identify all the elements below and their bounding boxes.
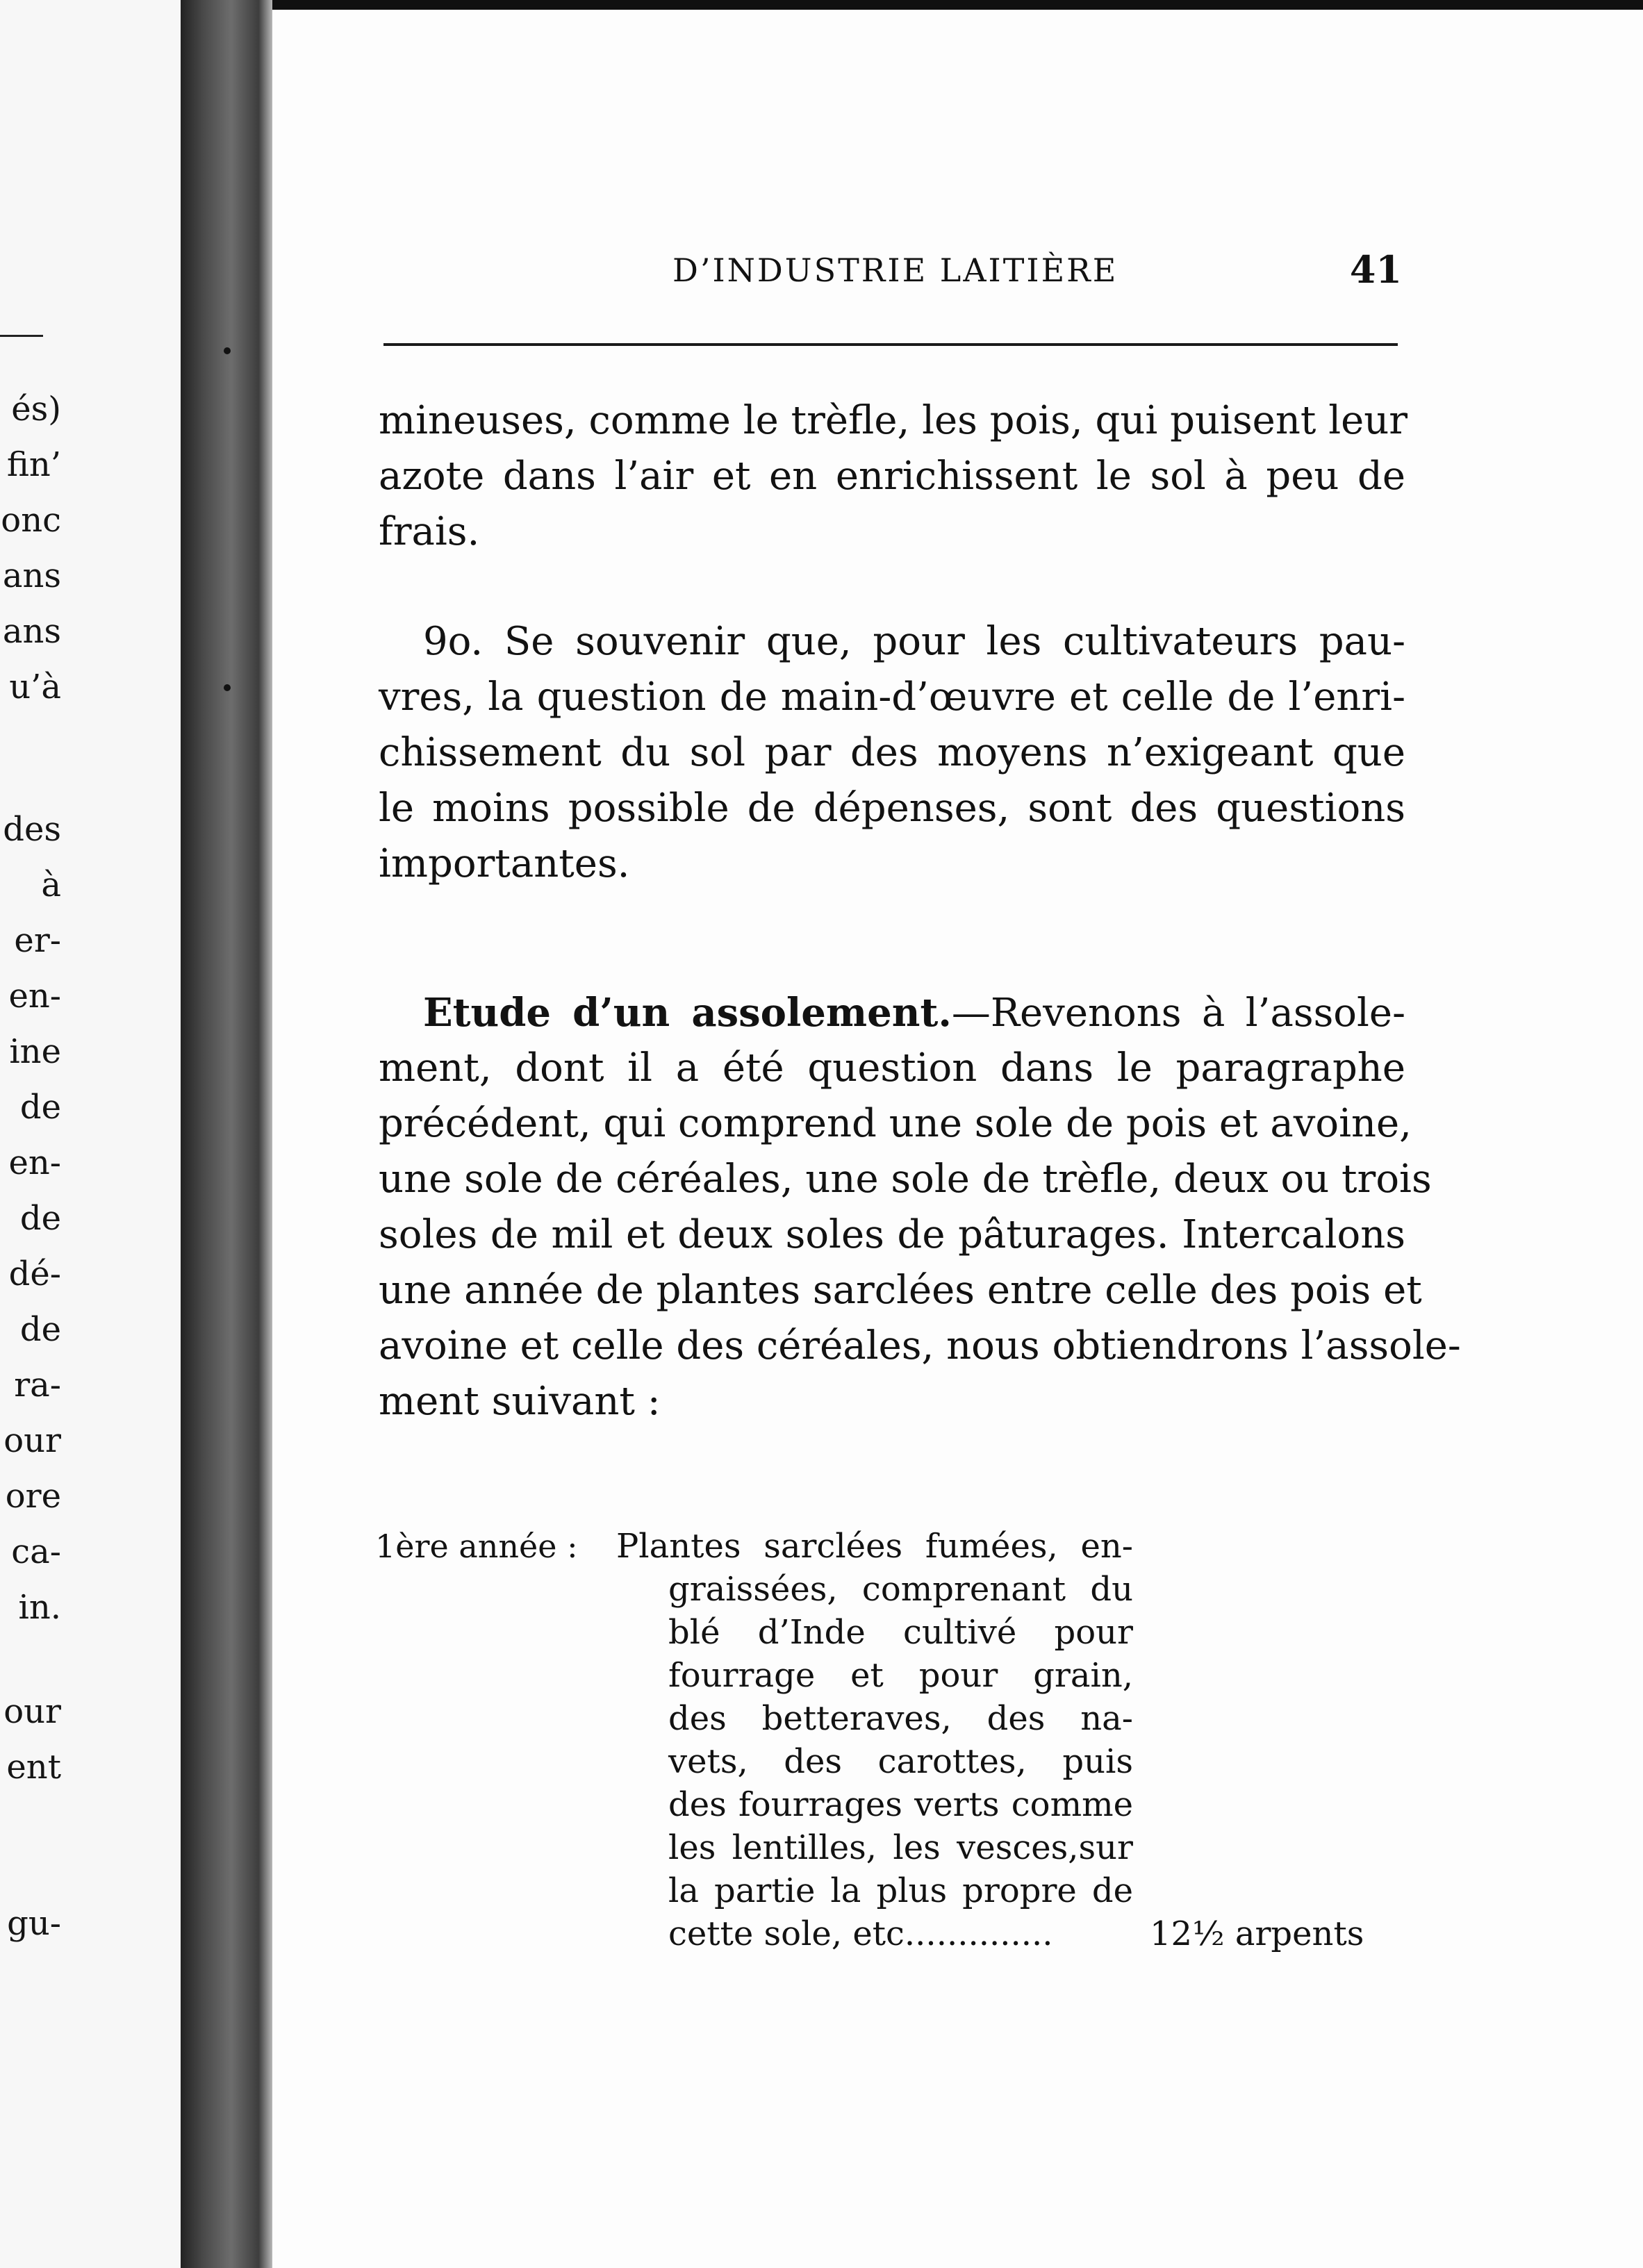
rotation-line: les lentilles, les vesces,sur <box>668 1828 1133 1867</box>
paragraph-line: précédent, qui comprend une sole de pois et avoine, <box>379 1101 1412 1146</box>
rotation-line: des betteraves, des na- <box>668 1699 1133 1738</box>
left-page-fragment: er- <box>14 921 61 960</box>
paragraph-line: une sole de céréales, une sole de trèfle, deux ou trois <box>379 1157 1432 1202</box>
left-page-fragment: ca- <box>11 1532 61 1571</box>
section-title: Etude d’un assolement. <box>423 990 952 1036</box>
paragraph-line: avoine et celle des céréales, nous obtiendrons l’assole- <box>379 1323 1461 1368</box>
paragraph-line: le moins possible de dépenses, sont des questions <box>379 786 1405 831</box>
paragraph-2 <box>379 614 1405 892</box>
left-page-fragment: ans <box>2 556 61 595</box>
paragraph-3 <box>379 985 1461 1430</box>
rotation-line: vets, des carottes, puis <box>668 1742 1133 1781</box>
left-page-fragment: our <box>3 1692 61 1731</box>
paragraph-line: vres, la question de main-d’œuvre et celle de l’enri- <box>379 674 1405 720</box>
left-page-fragment: à <box>41 866 61 904</box>
rotation-line: Plantes sarclées fumées, en- <box>616 1527 1133 1566</box>
left-page-fragment: és) <box>11 390 61 429</box>
rotation-amount: 12½ arpents <box>1150 1914 1364 1953</box>
rotation-year-label: 1ère année : <box>375 1528 578 1565</box>
book-spine <box>181 0 272 2268</box>
paragraph-first-line <box>379 985 1405 1041</box>
left-page-fragment: ent <box>6 1748 61 1787</box>
left-page-fragment: ans <box>2 612 61 651</box>
rotation-line: la partie la plus propre de <box>668 1871 1133 1910</box>
page-header <box>672 247 1402 292</box>
paragraph-line: soles de mil et deux soles de pâturages. Intercalons <box>379 1212 1405 1257</box>
left-page-fragment: our <box>3 1421 61 1460</box>
paragraph-line: chissement du sol par des moyens n’exigeant que <box>379 730 1405 775</box>
paragraph-line: azote dans l’air et en enrichissent le sol à peu de <box>379 454 1405 499</box>
header-rule <box>383 343 1398 346</box>
left-page-fragment: ore <box>5 1477 61 1516</box>
spine-mark <box>224 684 231 691</box>
paragraph-line: une année de plantes sarclées entre celle des pois et <box>379 1268 1422 1313</box>
left-page-fragment: fin’ <box>6 445 61 484</box>
paragraph-line: importantes. <box>379 841 630 886</box>
left-page-fragment: ra- <box>14 1366 61 1405</box>
paragraph-line: frais. <box>379 509 480 554</box>
spine-mark <box>224 347 231 354</box>
running-title: D’INDUSTRIE LAITIÈRE <box>672 251 1118 289</box>
rotation-line: blé d’Inde cultivé pour <box>668 1613 1133 1652</box>
paragraph-line: ment, dont il a été question dans le paragraphe <box>379 1045 1405 1091</box>
left-page-fragment: onc <box>1 501 61 540</box>
left-page-fragment: de <box>19 1310 61 1349</box>
rotation-line: des fourrages verts comme <box>668 1785 1133 1824</box>
left-page-fragment: dé- <box>8 1255 61 1293</box>
left-page-fragment: des <box>3 810 61 849</box>
paragraph-line: ment suivant : <box>379 1379 661 1424</box>
left-page-fragment: in. <box>18 1588 61 1627</box>
rotation-line: fourrage et pour grain, <box>668 1656 1133 1695</box>
page-number: 41 <box>1349 247 1402 292</box>
paragraph-1 <box>379 393 1408 560</box>
rotation-description <box>616 1525 1133 1955</box>
rotation-line: cette sole, etc.............. <box>668 1914 1053 1953</box>
left-page-fragment: de <box>19 1088 61 1127</box>
paragraph-line: 9o. Se souvenir que, pour les cultivateurs pau- <box>423 619 1405 664</box>
left-page-fragments <box>0 0 201 2268</box>
left-page-fragment: en- <box>8 977 61 1016</box>
left-page-fragment: en- <box>8 1143 61 1182</box>
paragraph-line-rest: —Revenons à l’assole- <box>951 991 1405 1036</box>
left-page-fragment: de <box>19 1199 61 1238</box>
left-page-fragment: ine <box>9 1032 61 1071</box>
left-page-fragment: gu- <box>7 1904 61 1943</box>
left-page-margin <box>0 0 201 2268</box>
paragraph-line: mineuses, comme le trèfle, les pois, qui puisent leur <box>379 398 1408 443</box>
left-page-fragment: u’à <box>9 668 61 706</box>
rotation-line: graissées, comprenant du <box>668 1570 1133 1609</box>
